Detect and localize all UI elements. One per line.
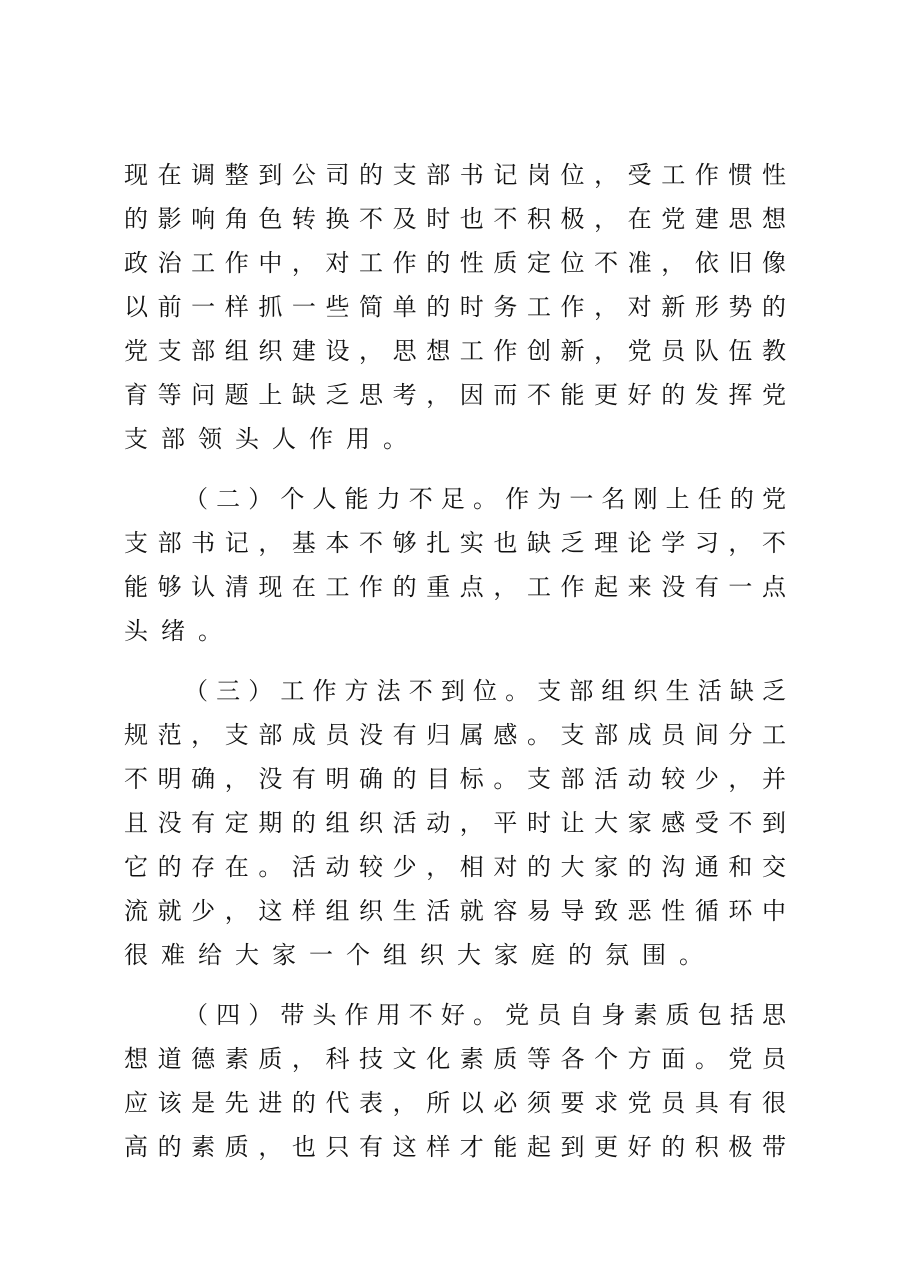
- text-line: 且 没 有 定 期 的 组 织 活 动 ， 平 时 让 大 家 感 受 不 到: [124, 809, 786, 837]
- text-line: 流 就 少 ， 这 样 组 织 生 活 就 容 易 导 致 恶 性 循 环 中: [124, 897, 786, 925]
- text-line: 以 前 一 样 抓 一 些 简 单 的 时 务 工 作 ， 对 新 形 势 的: [124, 293, 786, 321]
- text-line: 党 支 部 组 织 建 设 ， 思 想 工 作 创 新 ， 党 员 队 伍 教: [124, 337, 786, 365]
- text-line: 能 够 认 清 现 在 工 作 的 重 点 ， 工 作 起 来 没 有 一 点: [124, 573, 786, 601]
- text-line: （ 二 ） 个 人 能 力 不 足 。 作 为 一 名 刚 上 任 的 党: [184, 485, 786, 513]
- text-line: 头 绪 。: [124, 617, 222, 645]
- body-text: [124, 153, 786, 1169]
- text-line: 不 明 确 ， 没 有 明 确 的 目 标 。 支 部 活 动 较 少 ， 并: [124, 765, 786, 793]
- text-line: 支 部 书 记 ， 基 本 不 够 扎 实 也 缺 乏 理 论 学 习 ， 不: [124, 529, 786, 557]
- text-line: 它 的 存 在 。 活 动 较 少 ， 相 对 的 大 家 的 沟 通 和 交: [124, 853, 786, 881]
- text-line: 育 等 问 题 上 缺 乏 思 考 ， 因 而 不 能 更 好 的 发 挥 党: [124, 381, 786, 409]
- text-line: 应 该 是 先 进 的 代 表 ， 所 以 必 须 要 求 党 员 具 有 很: [124, 1089, 786, 1117]
- text-line: 的 影 响 角 色 转 换 不 及 时 也 不 积 极 ， 在 党 建 思 想: [124, 205, 786, 233]
- text-line: 很 难 给 大 家 一 个 组 织 大 家 庭 的 氛 围 。: [124, 941, 703, 969]
- text-line: （ 三 ） 工 作 方 法 不 到 位 。 支 部 组 织 生 活 缺 乏: [184, 677, 786, 705]
- text-line: 高 的 素 质 ， 也 只 有 这 样 才 能 起 到 更 好 的 积 极 带: [124, 1133, 786, 1161]
- text-line: 支 部 领 头 人 作 用 。: [124, 425, 407, 453]
- text-line: 规 范 ， 支 部 成 员 没 有 归 属 感 。 支 部 成 员 间 分 工: [124, 721, 786, 749]
- text-line: 想 道 德 素 质 ， 科 技 文 化 素 质 等 各 个 方 面 。 党 员: [124, 1045, 786, 1073]
- text-line: 政 治 工 作 中 ， 对 工 作 的 性 质 定 位 不 准 ， 依 旧 像: [124, 249, 786, 277]
- text-line: （ 四 ） 带 头 作 用 不 好 。 党 员 自 身 素 质 包 括 思: [184, 1001, 786, 1029]
- text-line: 现 在 调 整 到 公 司 的 支 部 书 记 岗 位 ， 受 工 作 惯 性: [124, 161, 786, 189]
